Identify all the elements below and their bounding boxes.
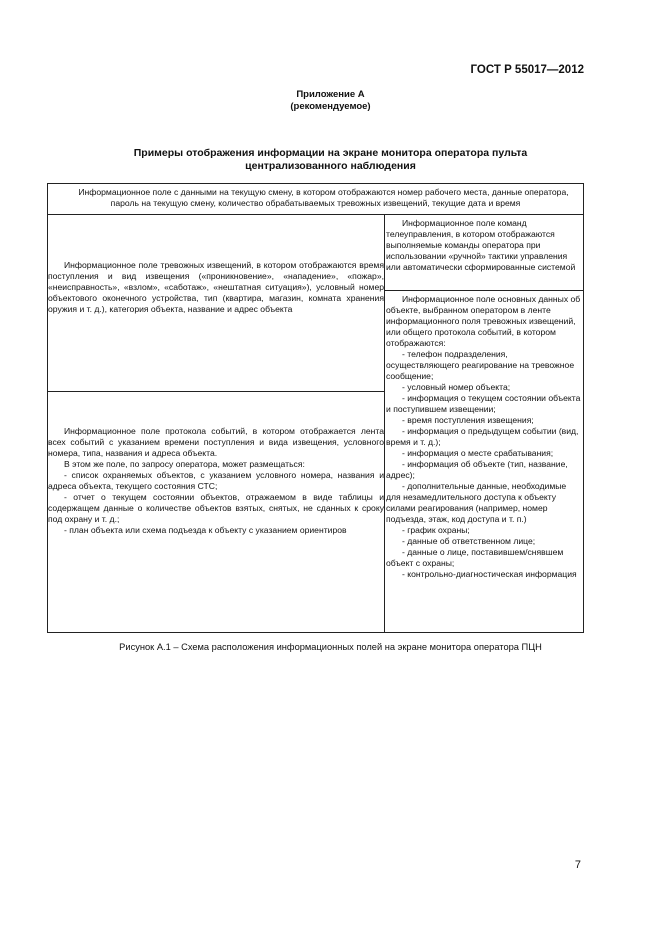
document-title-line2: централизованного наблюдения <box>245 160 416 172</box>
annex-heading <box>0 89 661 113</box>
page-number: 7 <box>574 859 581 871</box>
remote-commands-field <box>385 215 583 291</box>
left-column <box>48 215 385 632</box>
annex-title: Приложение А <box>296 89 365 100</box>
object-data-item: - информация о текущем состоянии объекта и поступившем извещении; <box>386 393 581 414</box>
object-data-item: - информация о предыдущем событии (вид, время и т. д.); <box>386 426 579 447</box>
event-log-intro: Информационное поле протокола событий, в котором отображается лента всех событий с указанием времени поступления и вида извещения, условного номера, типа, названия и адреса объекта. <box>48 426 384 458</box>
shift-info-field <box>48 184 583 215</box>
event-log-item: - список охраняемых объектов, с указанием условного номера, названия и адреса объекта, текущего состояния СТС; <box>48 470 384 491</box>
object-data-item: - контрольно-диагностическая информация <box>402 569 577 579</box>
object-data-item: - телефон подразделения, осуществляющего реагирование на тревожное сообщение; <box>386 349 575 381</box>
event-log-note: В этом же поле, по запросу оператора, может размещаться: <box>64 459 305 469</box>
event-log-item: - отчет о текущем состоянии объектов, отражаемом в виде таблицы и содержащем данные о количестве объектов взятых, снятых, не сданных к сроку под охрану и т. д.; <box>48 492 384 524</box>
screen-layout-scheme <box>47 183 584 633</box>
object-data-item: - информация о месте срабатывания; <box>402 448 554 458</box>
object-data-item: - данные об ответственном лице; <box>402 536 536 546</box>
object-data-intro: Информационное поле основных данных об объекте, выбранном оператором в ленте информационного поля тревожных извещений, или общего протокола событий, в котором отображаются: <box>386 294 581 348</box>
object-data-item: - условный номер объекта; <box>402 382 511 392</box>
right-column <box>385 215 583 632</box>
object-data-field <box>385 291 583 632</box>
alarm-notifications-field <box>48 215 384 392</box>
object-data-item: - данные о лице, поставившем/снявшем объект с охраны; <box>386 547 564 568</box>
object-data-item: - время поступления извещения; <box>402 415 534 425</box>
document-title-line1: Примеры отображения информации на экране монитора оператора пульта <box>133 147 528 159</box>
remote-commands-text: Информационное поле команд телеуправления, в котором отображаются выполняемые команды оператора при использовании «ручной» тактики управления или автоматически сформированные системой <box>386 218 576 272</box>
object-data-item: - информация об объекте (тип, название, адрес); <box>386 459 568 480</box>
figure-caption: Рисунок А.1 – Схема расположения информационных полей на экране монитора оператора ПЦН <box>119 642 542 652</box>
standard-designation: ГОСТ Р 55017—2012 <box>470 64 584 76</box>
event-log-field <box>48 392 384 632</box>
object-data-item: - график охраны; <box>402 525 470 535</box>
alarm-notifications-text: Информационное поле тревожных извещений, в котором отображаются время поступления и вид извещения («проникновение», «нападение», «пожар», «неисправность», «взлом», «саботаж», «нештатная ситуация»), условный номер объектового оконечного устройства, тип (квартира, магазин, комната хранения оружия и т. д.), категория объекта, название и адрес объекта <box>48 260 384 314</box>
object-data-item: - дополнительные данные, необходимые для незамедлительного доступа к объекту силами реагирования (например, номер подъезда, этаж, код доступа и т. п.) <box>386 481 567 524</box>
document-title <box>60 147 601 173</box>
shift-info-text: Информационное поле с данными на текущую смену, в котором отображаются номер рабочего места, данные оператора, пароль на текущую смену, количество обрабатываемых тревожных извещений, текущие дата и время <box>78 187 569 208</box>
annex-status: (рекомендуемое) <box>290 101 371 112</box>
event-log-item: - план объекта или схема подъезда к объекту с указанием ориентиров <box>64 525 347 535</box>
